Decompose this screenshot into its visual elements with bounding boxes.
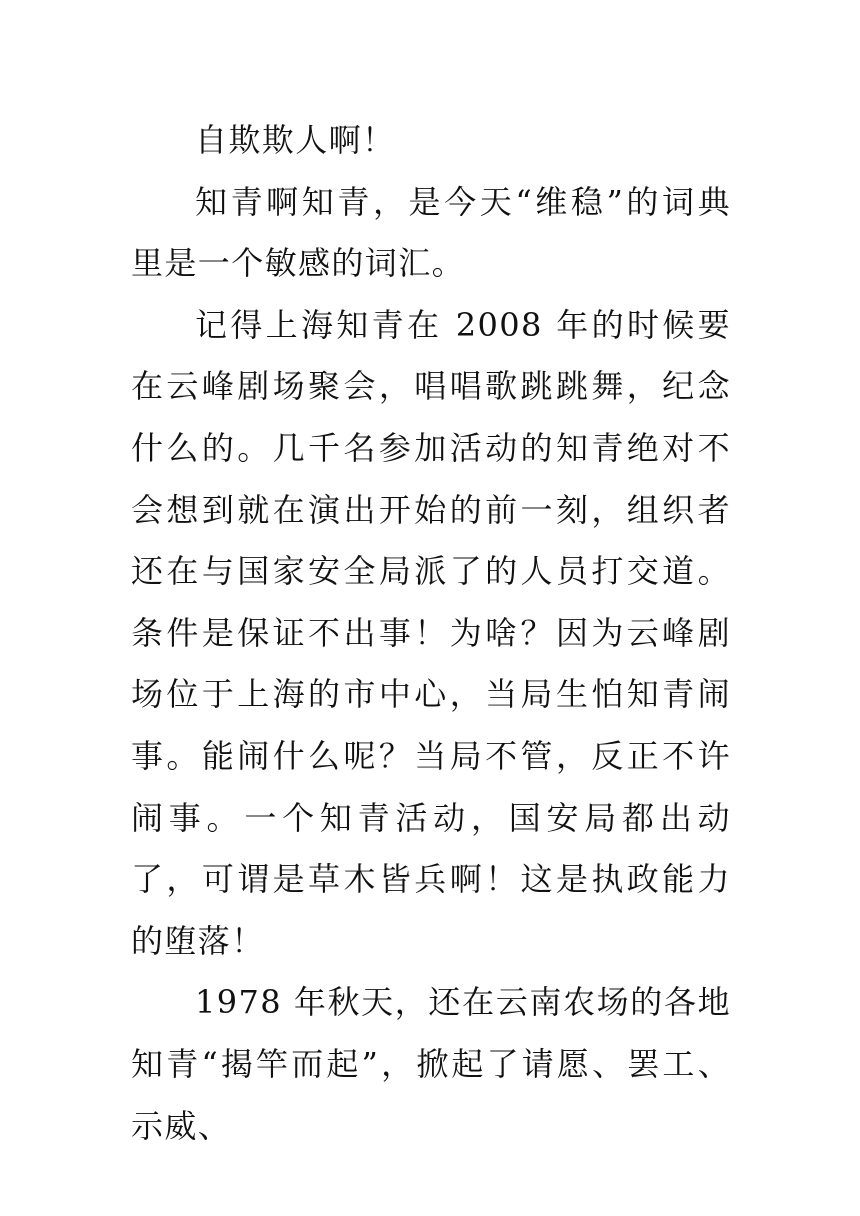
paragraph: 自欺欺人啊！ — [195, 121, 396, 159]
paragraph: 1978 年秋天，还在云南农场的各地知青“揭竿而起”，掀起了请愿、罢工、示威、 — [131, 983, 731, 1145]
paragraph: 知青啊知青，是今天“维稳”的词典里是一个敏感的词汇。 — [131, 182, 731, 283]
body-text — [131, 110, 731, 1157]
paragraph: 记得上海知青在 2008 年的时候要在云峰剧场聚会，唱唱歌跳跳舞，纪念什么的。几千名参加活动的知青绝对不会想到就在演出开始的前一刻，组织者还在与国家安全局派了的人员打交道。条件是保证不出事！为啥？因为云峰剧场位于上海的市中心，当局生怕知青闹事。能闹什么呢？当局不管，反正不许闹事。一个知青活动，国安局都出动了，可谓是草木皆兵啊！这是执政能力的堕落！ — [131, 305, 731, 960]
